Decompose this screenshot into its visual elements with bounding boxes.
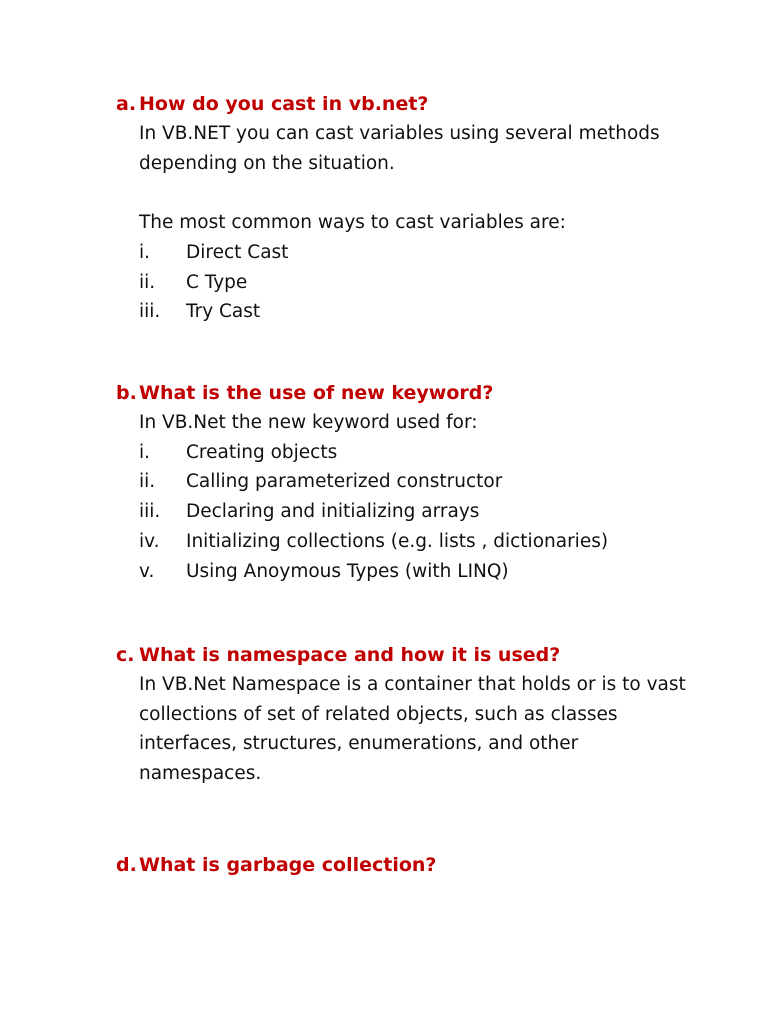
question-marker: d. bbox=[116, 854, 137, 876]
list-number: i. bbox=[139, 441, 151, 463]
list-number: i. bbox=[139, 241, 151, 263]
list-number: iii. bbox=[139, 301, 161, 323]
list-number: v. bbox=[139, 560, 155, 582]
answer-body bbox=[139, 408, 699, 586]
list-item bbox=[139, 238, 699, 268]
answer-intro: In VB.Net Namespace is a container that holds or is to vast collections of set of related objects, such as classes interfaces, structures, enumerations, and other namespaces. bbox=[139, 674, 686, 785]
question-title: What is the use of new keyword? bbox=[139, 382, 494, 404]
list-item bbox=[139, 467, 699, 497]
question-c bbox=[116, 640, 736, 789]
list-item bbox=[139, 268, 699, 298]
answer-intro: In VB.NET you can cast variables using several methods depending on the situation. bbox=[139, 123, 660, 174]
question-b bbox=[116, 378, 736, 586]
list-text: Declaring and initializing arrays bbox=[186, 501, 480, 523]
question-marker: b. bbox=[116, 382, 137, 404]
list-item bbox=[139, 297, 699, 327]
answer-body bbox=[139, 670, 699, 789]
answer-lead: In VB.Net the new keyword used for: bbox=[139, 412, 478, 433]
list-number: ii. bbox=[139, 471, 156, 493]
answer-list bbox=[139, 438, 699, 587]
list-number: ii. bbox=[139, 271, 156, 293]
list-text: C Type bbox=[186, 271, 248, 293]
list-text: Creating objects bbox=[186, 441, 338, 463]
list-item bbox=[139, 497, 699, 527]
question-heading bbox=[116, 640, 736, 670]
question-marker: a. bbox=[116, 93, 137, 115]
question-heading bbox=[116, 850, 736, 880]
paragraph-gap bbox=[139, 178, 699, 208]
question-a bbox=[116, 89, 736, 327]
question-heading bbox=[116, 378, 736, 408]
list-text: Try Cast bbox=[186, 301, 261, 323]
answer-body bbox=[139, 119, 699, 327]
list-text: Initializing collections (e.g. lists , dictionaries) bbox=[186, 530, 609, 552]
list-text: Calling parameterized constructor bbox=[186, 471, 503, 493]
answer-lead: The most common ways to cast variables are: bbox=[139, 212, 566, 234]
list-item bbox=[139, 438, 699, 468]
question-title: What is garbage collection? bbox=[139, 854, 437, 876]
list-item bbox=[139, 557, 699, 587]
question-d bbox=[116, 850, 736, 880]
question-marker: c. bbox=[116, 644, 135, 666]
question-title: How do you cast in vb.net? bbox=[139, 93, 429, 115]
list-text: Direct Cast bbox=[186, 241, 289, 263]
question-title: What is namespace and how it is used? bbox=[139, 644, 561, 666]
question-heading bbox=[116, 89, 736, 119]
answer-list bbox=[139, 238, 699, 327]
list-number: iv. bbox=[139, 530, 160, 552]
list-text: Using Anoymous Types (with LINQ) bbox=[186, 560, 509, 582]
list-item bbox=[139, 527, 699, 557]
list-number: iii. bbox=[139, 501, 161, 523]
